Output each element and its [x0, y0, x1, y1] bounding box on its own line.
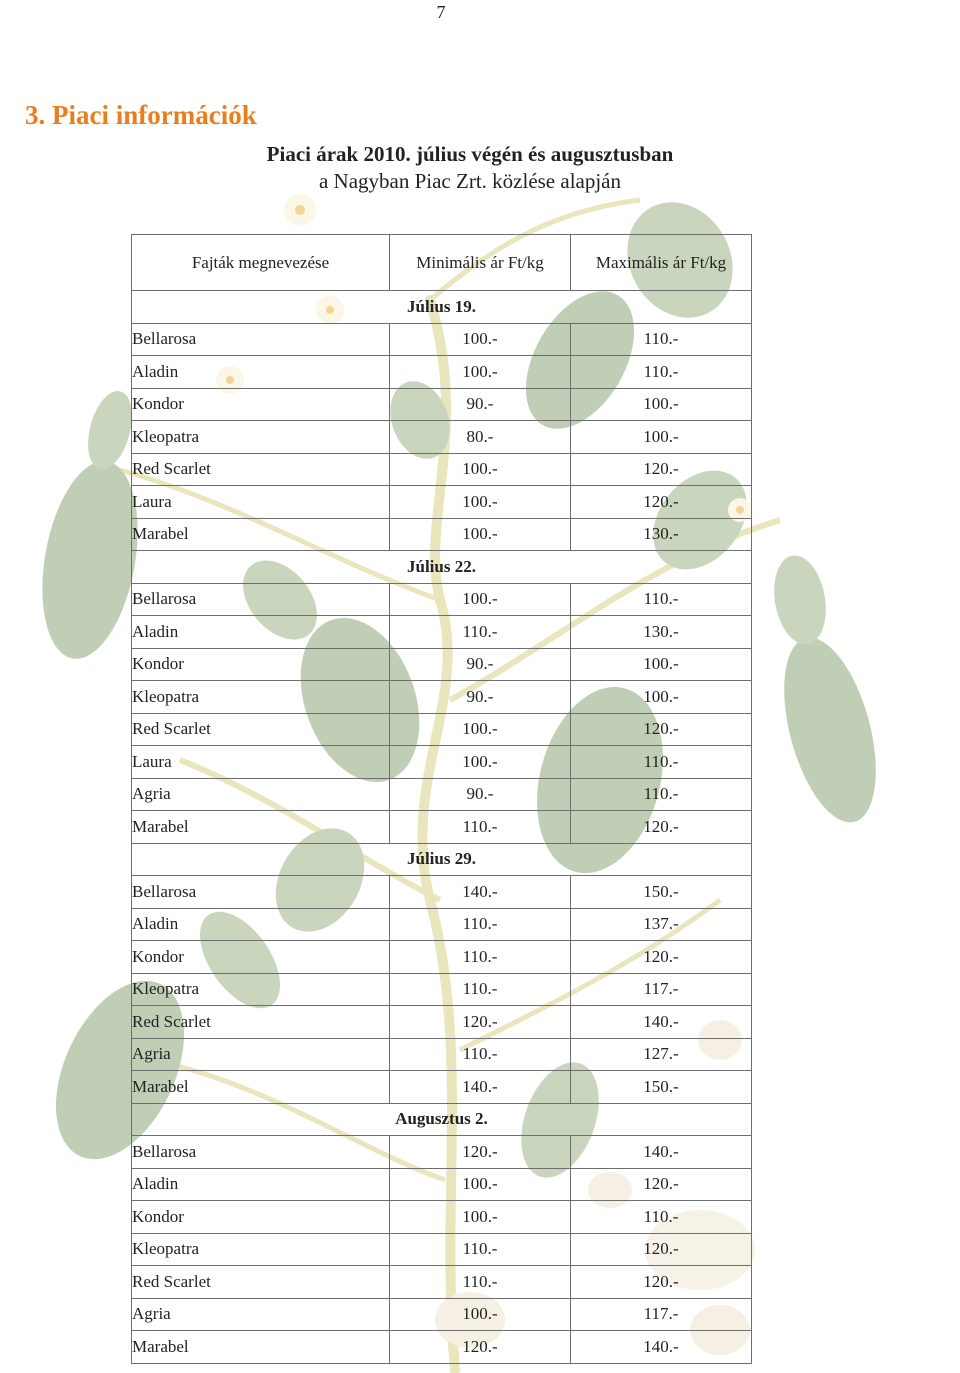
max-price-cell: 110.- — [571, 356, 752, 389]
table-row — [132, 973, 752, 1006]
max-price-cell: 140.- — [571, 1331, 752, 1364]
min-price-cell: 140.- — [390, 1071, 571, 1104]
table-row — [132, 323, 752, 356]
min-price-cell: 110.- — [390, 973, 571, 1006]
table-row — [132, 778, 752, 811]
min-price-cell: 100.- — [390, 1201, 571, 1234]
min-price-cell: 140.- — [390, 876, 571, 909]
min-price-cell: 100.- — [390, 323, 571, 356]
max-price-cell: 120.- — [571, 453, 752, 486]
variety-cell: Kondor — [132, 1201, 390, 1234]
min-price-cell: 100.- — [390, 583, 571, 616]
variety-cell: Aladin — [132, 1168, 390, 1201]
table-row — [132, 713, 752, 746]
min-price-cell: 110.- — [390, 616, 571, 649]
min-price-cell: 100.- — [390, 486, 571, 519]
max-price-cell: 150.- — [571, 1071, 752, 1104]
table-row — [132, 421, 752, 454]
max-price-cell: 100.- — [571, 388, 752, 421]
table-header-row — [132, 235, 752, 291]
table-row — [132, 648, 752, 681]
table-row — [132, 681, 752, 714]
date-label: Július 29. — [132, 843, 752, 876]
min-price-cell: 100.- — [390, 518, 571, 551]
table-row — [132, 453, 752, 486]
max-price-cell: 127.- — [571, 1038, 752, 1071]
variety-cell: Kondor — [132, 648, 390, 681]
max-price-cell: 110.- — [571, 746, 752, 779]
variety-cell: Bellarosa — [132, 323, 390, 356]
min-price-cell: 120.- — [390, 1136, 571, 1169]
max-price-cell: 117.- — [571, 973, 752, 1006]
max-price-cell: 110.- — [571, 323, 752, 356]
variety-cell: Marabel — [132, 1071, 390, 1104]
max-price-cell: 100.- — [571, 681, 752, 714]
variety-cell: Aladin — [132, 356, 390, 389]
variety-cell: Red Scarlet — [132, 1006, 390, 1039]
min-price-cell: 120.- — [390, 1331, 571, 1364]
table-row — [132, 616, 752, 649]
date-row — [132, 843, 752, 876]
variety-cell: Marabel — [132, 1331, 390, 1364]
date-row — [132, 1103, 752, 1136]
max-price-cell: 110.- — [571, 778, 752, 811]
table-row — [132, 1266, 752, 1299]
min-price-cell: 120.- — [390, 1006, 571, 1039]
table-row — [132, 486, 752, 519]
date-row — [132, 291, 752, 324]
variety-cell: Kondor — [132, 388, 390, 421]
variety-cell: Marabel — [132, 811, 390, 844]
max-price-cell: 120.- — [571, 1266, 752, 1299]
table-row — [132, 941, 752, 974]
table-row — [132, 1168, 752, 1201]
max-price-cell: 137.- — [571, 908, 752, 941]
max-price-cell: 120.- — [571, 941, 752, 974]
min-price-cell: 90.- — [390, 648, 571, 681]
variety-cell: Agria — [132, 1298, 390, 1331]
table-row — [132, 518, 752, 551]
variety-cell: Bellarosa — [132, 1136, 390, 1169]
title-line-2: a Nagyban Piac Zrt. közlése alapján — [318, 169, 622, 193]
min-price-cell: 100.- — [390, 713, 571, 746]
table-row — [132, 1006, 752, 1039]
variety-cell: Kleopatra — [132, 421, 390, 454]
date-label: Augusztus 2. — [132, 1103, 752, 1136]
max-price-cell: 110.- — [571, 583, 752, 616]
header-min-price: Minimális ár Ft/kg — [390, 235, 571, 291]
variety-cell: Aladin — [132, 616, 390, 649]
min-price-cell: 100.- — [390, 746, 571, 779]
variety-cell: Kleopatra — [132, 681, 390, 714]
min-price-cell: 110.- — [390, 1233, 571, 1266]
variety-cell: Agria — [132, 778, 390, 811]
max-price-cell: 100.- — [571, 648, 752, 681]
min-price-cell: 110.- — [390, 1038, 571, 1071]
max-price-cell: 140.- — [571, 1006, 752, 1039]
table-row — [132, 356, 752, 389]
price-table — [131, 234, 752, 1364]
document-title — [130, 141, 810, 195]
header-max-price: Maximális ár Ft/kg — [571, 235, 752, 291]
min-price-cell: 110.- — [390, 1266, 571, 1299]
variety-cell: Red Scarlet — [132, 713, 390, 746]
table-row — [132, 908, 752, 941]
table-row — [132, 1331, 752, 1364]
price-table-body — [132, 291, 752, 1364]
table-row — [132, 583, 752, 616]
min-price-cell: 100.- — [390, 1298, 571, 1331]
max-price-cell: 100.- — [571, 421, 752, 454]
title-line-1: Piaci árak 2010. július végén és augusztusban — [266, 142, 674, 166]
max-price-cell: 120.- — [571, 1168, 752, 1201]
max-price-cell: 110.- — [571, 1201, 752, 1234]
max-price-cell: 120.- — [571, 1233, 752, 1266]
table-row — [132, 1298, 752, 1331]
section-title: 3. Piaci információk — [25, 100, 257, 130]
min-price-cell: 100.- — [390, 453, 571, 486]
table-row — [132, 1038, 752, 1071]
table-row — [132, 1233, 752, 1266]
min-price-cell: 80.- — [390, 421, 571, 454]
max-price-cell: 120.- — [571, 811, 752, 844]
variety-cell: Bellarosa — [132, 876, 390, 909]
min-price-cell: 100.- — [390, 1168, 571, 1201]
page-number: 7 — [436, 2, 446, 22]
min-price-cell: 100.- — [390, 356, 571, 389]
table-row — [132, 876, 752, 909]
max-price-cell: 150.- — [571, 876, 752, 909]
min-price-cell: 90.- — [390, 778, 571, 811]
date-label: Július 19. — [132, 291, 752, 324]
variety-cell: Red Scarlet — [132, 1266, 390, 1299]
variety-cell: Kondor — [132, 941, 390, 974]
variety-cell: Aladin — [132, 908, 390, 941]
min-price-cell: 90.- — [390, 388, 571, 421]
variety-cell: Kleopatra — [132, 973, 390, 1006]
variety-cell: Laura — [132, 486, 390, 519]
variety-cell: Marabel — [132, 518, 390, 551]
date-label: Július 22. — [132, 551, 752, 584]
min-price-cell: 110.- — [390, 908, 571, 941]
table-row — [132, 1201, 752, 1234]
min-price-cell: 90.- — [390, 681, 571, 714]
max-price-cell: 117.- — [571, 1298, 752, 1331]
table-row — [132, 1136, 752, 1169]
variety-cell: Agria — [132, 1038, 390, 1071]
table-row — [132, 811, 752, 844]
min-price-cell: 110.- — [390, 811, 571, 844]
max-price-cell: 130.- — [571, 518, 752, 551]
variety-cell: Bellarosa — [132, 583, 390, 616]
table-row — [132, 1071, 752, 1104]
max-price-cell: 120.- — [571, 486, 752, 519]
table-row — [132, 746, 752, 779]
table-row — [132, 388, 752, 421]
max-price-cell: 130.- — [571, 616, 752, 649]
max-price-cell: 120.- — [571, 713, 752, 746]
variety-cell: Red Scarlet — [132, 453, 390, 486]
min-price-cell: 110.- — [390, 941, 571, 974]
max-price-cell: 140.- — [571, 1136, 752, 1169]
variety-cell: Laura — [132, 746, 390, 779]
date-row — [132, 551, 752, 584]
variety-cell: Kleopatra — [132, 1233, 390, 1266]
header-variety: Fajták megnevezése — [132, 235, 390, 291]
